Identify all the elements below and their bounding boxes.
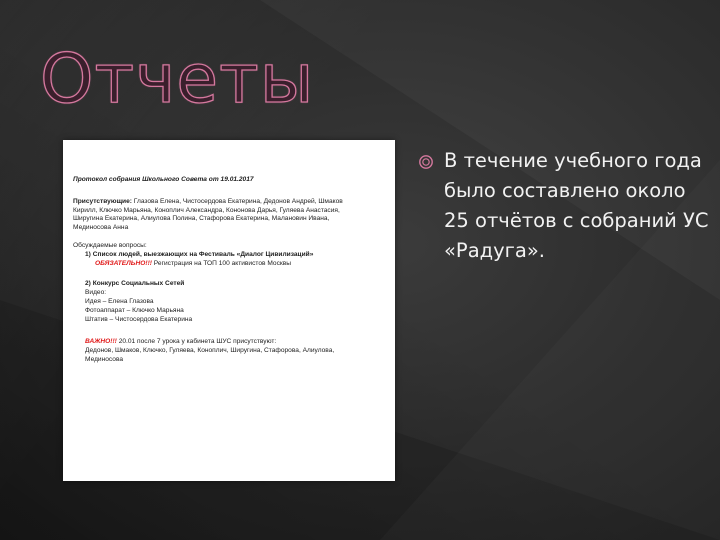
mandatory-flag: ОБЯЗАТЕЛЬНО!!! xyxy=(95,259,152,267)
agenda-item-2-line: Фотоаппарат – Ключко Марьяна xyxy=(85,306,184,314)
present-names: Глазова Елена, Чистосердова Екатерина, Дедонов Андрей, Шмаков xyxy=(133,197,343,205)
important-text: 20.01 после 7 урока у кабинета ШУС присутствуют: xyxy=(116,338,277,346)
present-line xyxy=(73,198,385,207)
agenda-item-2-line: Идея – Елена Глазова xyxy=(85,297,154,305)
bullet-text: В течение учебного года было составлено около 25 отчётов с собраний УС «Радуга». xyxy=(444,149,709,262)
agenda-item-2-line: Штатив – Чистосердова Екатерина xyxy=(85,315,193,323)
circle-bullet-icon xyxy=(418,154,434,170)
protocol-document-image xyxy=(63,140,395,481)
agenda-item-1-title: 1) Список людей, выезжающих на Фестиваль «Диалог Цивилизаций» xyxy=(85,250,314,258)
document-heading: Протокол собрания Школьного Совета от 19.01.2017 xyxy=(73,176,254,183)
agenda-item-1-rest: Регистрация на ТОП 100 активистов Москвы xyxy=(151,259,292,267)
slide-title: Отчеты xyxy=(40,40,315,119)
discuss-label: Обсуждаемые вопросы: xyxy=(73,241,147,249)
important-line: Дедонов, Шмаков, Ключко, Гуляева, Коноплич, Ширугина, Стафорова, Алиулова, xyxy=(85,347,335,355)
important-line: Мединосова xyxy=(85,355,124,363)
present-line: Кирилл, Ключко Марьяна, Коноплич Александра, Кононова Дарья, Гуляева Анастасия, xyxy=(73,206,340,214)
present-label: Присутствующие: xyxy=(73,197,132,205)
important-line xyxy=(73,338,385,347)
agenda-item-2-title: 2) Конкурс Социальных Сетей xyxy=(85,280,185,288)
important-flag: ВАЖНО!!! xyxy=(85,338,117,346)
present-line: Ширугина Екатерина, Алиулова Полина, Стафорова Екатерина, Малановин Ивана, xyxy=(73,215,330,223)
present-line: Мединосова Анна xyxy=(73,224,129,232)
agenda-item-1-detail xyxy=(73,260,385,269)
agenda-item-2-line: Видео: xyxy=(85,289,107,297)
